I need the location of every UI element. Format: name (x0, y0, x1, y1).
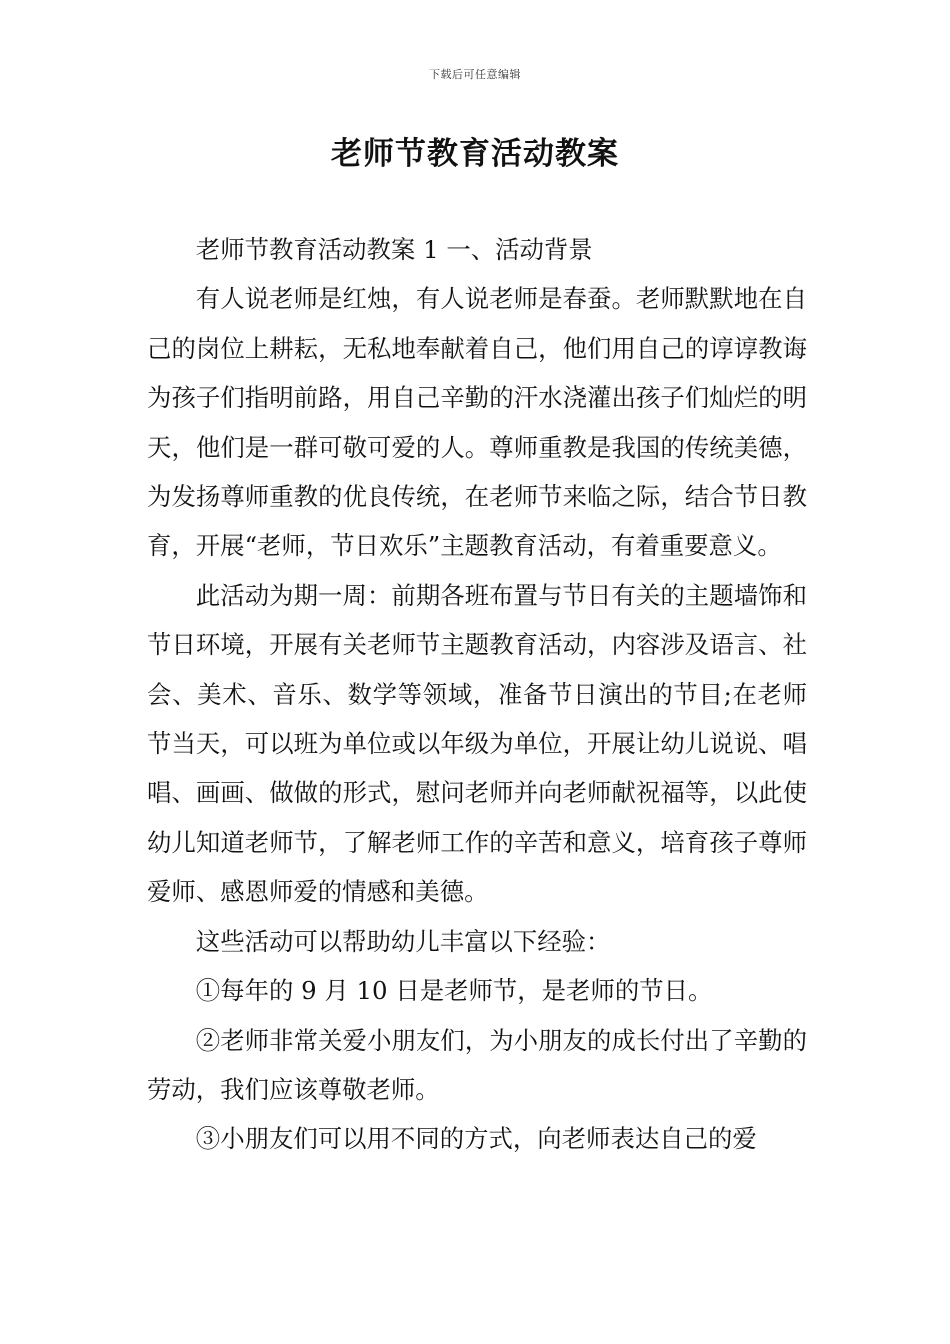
paragraph-activity-background-heading: 老师节教育活动教案 1 一、活动背景 (195, 235, 593, 264)
list-item-experience-1: ①每年的 9 月 10 日是老师节，是老师的节日。 (195, 976, 713, 1006)
paragraph-activity-plan: 此活动为期一周：前期各班布置与节日有关的主题墙饰和节日环境，开展有关老师节主题教育活动，内容涉及语言、社会、美术、音乐、数学等领域，准备节日演出的节目;在老师节当天，可以班为单位或以年级为单位，开展让幼儿说说、唱唱、画画、做做的形式，慰问老师并向老师献祝福等，以此使幼儿知道老师节，了解老师工作的辛苦和意义，培育孩子尊师爱师、感恩师爱的情感和美德。 (147, 580, 807, 907)
paragraph-background: 有人说老师是红烛，有人说老师是春蚕。老师默默地在自己的岗位上耕耘，无私地奉献着自己，他们用自己的谆谆教诲为孩子们指明前路，用自己辛勤的汗水浇灌出孩子们灿烂的明天，他们是一群可敬可爱的人。尊师重教是我国的传统美德，为发扬尊师重教的优良传统，在老师节来临之际，结合节日教育，开展“老师，节日欢乐”主题教育活动，有着重要意义。 (147, 284, 807, 561)
document-body (147, 225, 807, 1164)
list-item-experience-3: ③小朋友们可以用不同的方式，向老师表达自己的爱 (195, 1124, 757, 1154)
document-title: 老师节教育活动教案 (331, 136, 619, 172)
list-item-experience-2: ②老师非常关爱小朋友们，为小朋友的成长付出了辛勤的劳动，我们应该尊敬老师。 (147, 1025, 807, 1104)
header-note: 下载后可任意编辑 (429, 68, 521, 81)
paragraph-experience-intro: 这些活动可以帮助幼儿丰富以下经验： (195, 926, 611, 956)
